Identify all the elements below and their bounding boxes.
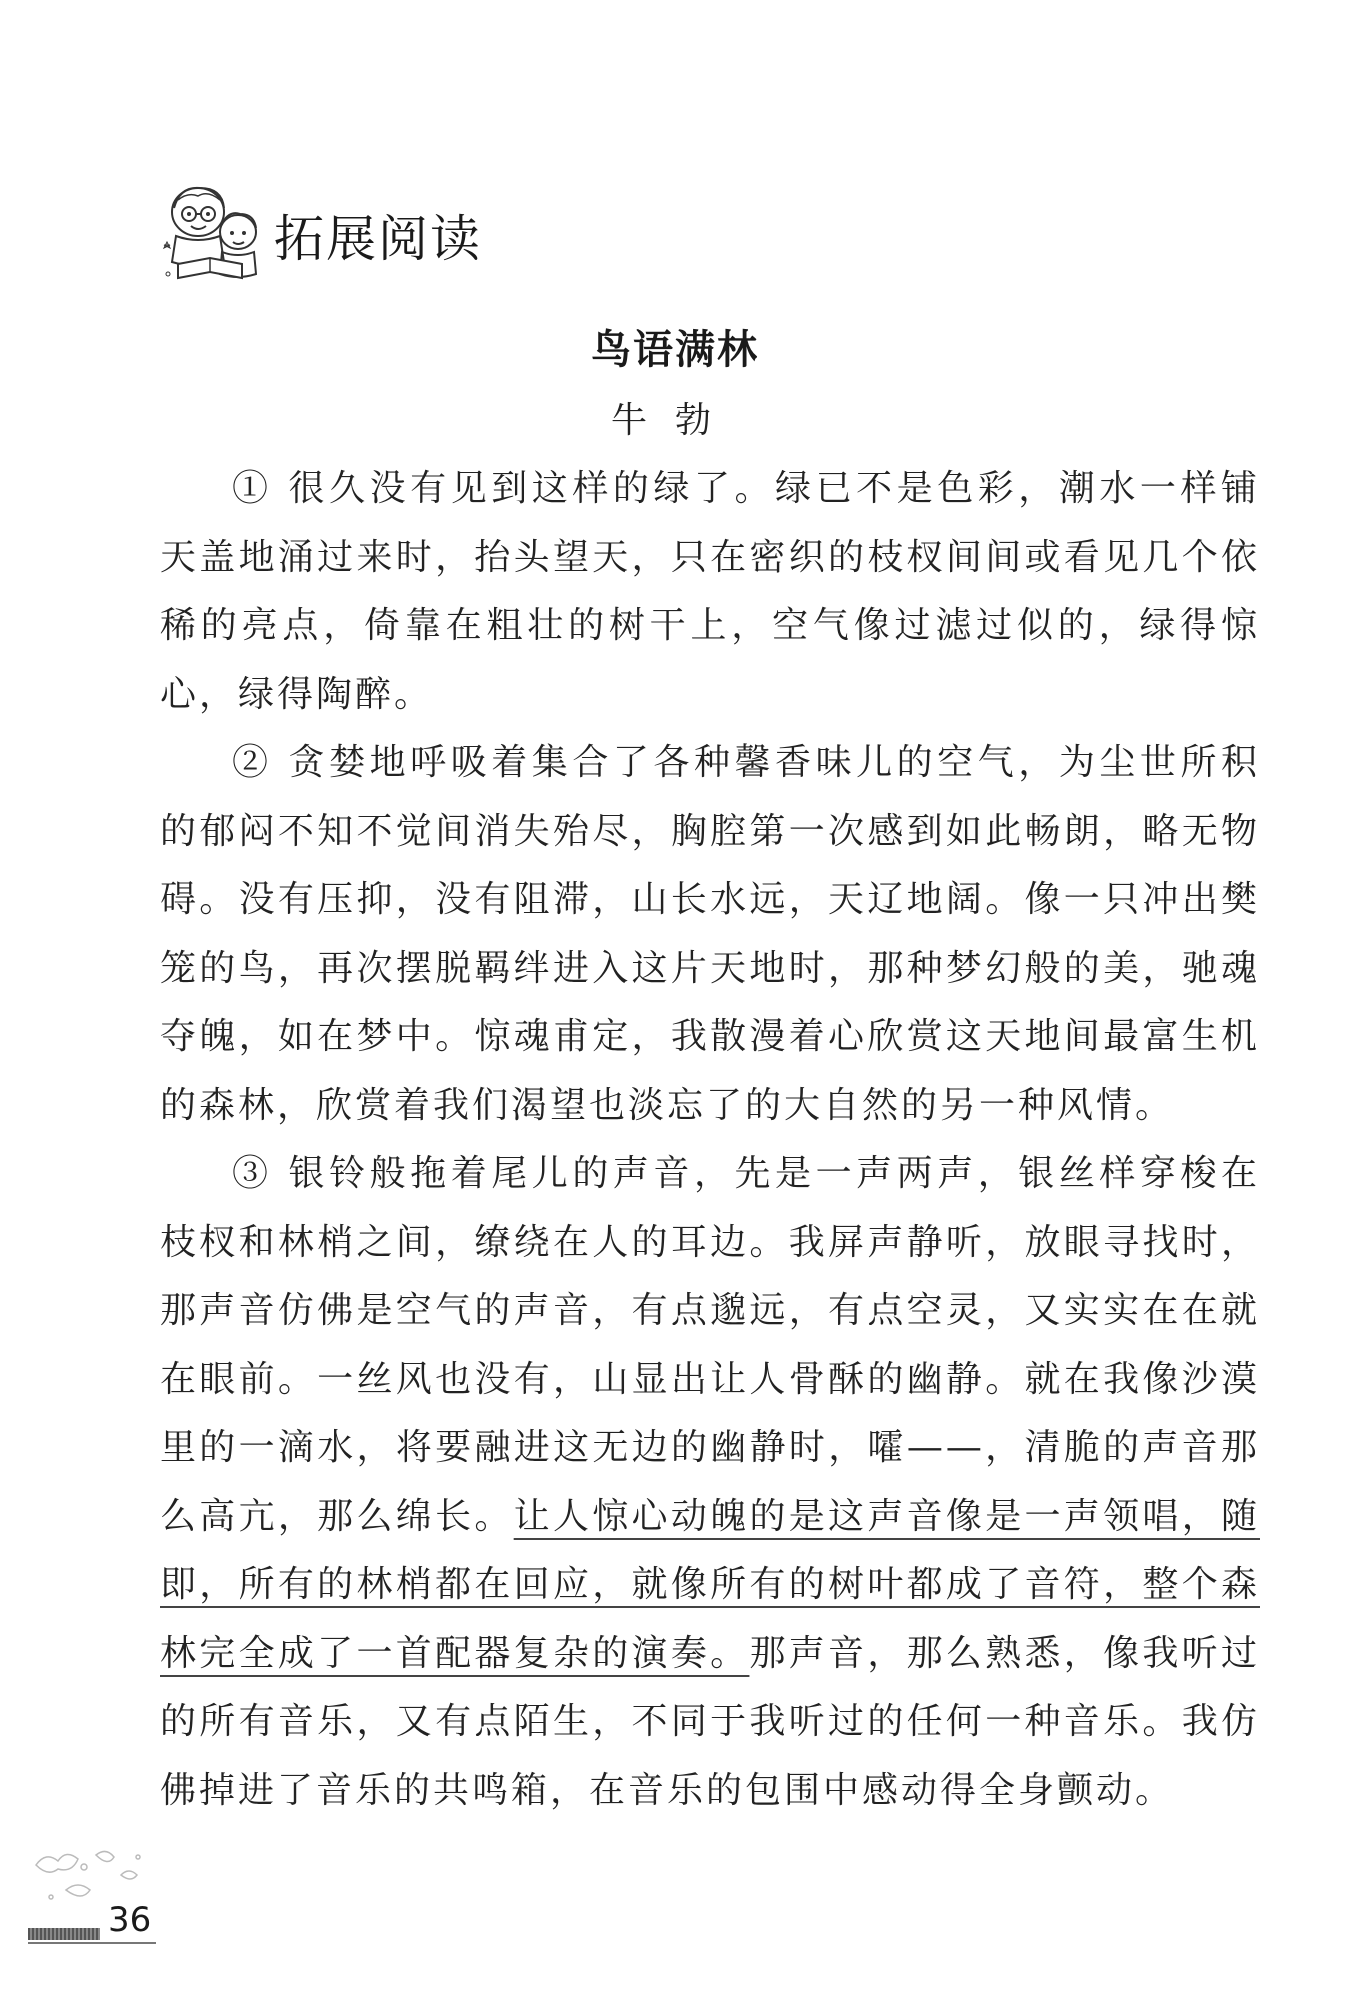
underlined-sentence: 让人惊心动魄的是这声音像是一声领唱，随即，所有的林梢都在回应，就像所有的树叶都成了音符，整个森林完全成了一首配器复杂的演奏。 (160, 1495, 1260, 1674)
reading-kids-icon (158, 178, 266, 286)
paragraph-3-after: 那声音，那么熟悉，像我听过的所有音乐，又有点陌生，不同于我听过的任何一种音乐。我仿佛掉进了音乐的共鸣箱，在音乐的包围中感动得全身颤动。 (160, 1632, 1260, 1811)
footer-rule (28, 1942, 156, 1944)
section-title: 拓展阅读 (274, 210, 482, 268)
article-author: 牛勃 (610, 400, 739, 441)
paragraph-3 (160, 1140, 1260, 1825)
paragraph-2: ② 贪婪地呼吸着集合了各种馨香味儿的空气，为尘世所积的郁闷不知不觉间消失殆尽，胸腔第一次感到如此畅朗，略无物碍。没有压抑，没有阻滞，山长水远，天辽地阔。像一只冲出樊笼的鸟，再次摆脱羁绊进入这片天地时，那种梦幻般的美，驰魂夺魄，如在梦中。惊魂甫定，我散漫着心欣赏这天地间最富生机的森林，欣赏着我们渴望也淡忘了的大自然的另一种风情。 (160, 742, 1260, 1126)
article-title: 鸟语满林 (591, 327, 759, 373)
article-body (160, 455, 1260, 1825)
section-header (158, 178, 482, 286)
page-number: 36 (108, 1900, 152, 1940)
paragraph-1: ① 很久没有见到这样的绿了。绿已不是色彩，潮水一样铺天盖地涌过来时，抬头望天，只在密织的枝杈间间或看见几个依稀的亮点，倚靠在粗壮的树干上，空气像过滤过似的，绿得惊心，绿得陶醉。 (160, 468, 1260, 715)
footer-bar (28, 1928, 100, 1940)
paragraph-3-before: ③ 银铃般拖着尾儿的声音，先是一声两声，银丝样穿梭在枝杈和林梢之间，缭绕在人的耳边。我屏声静听，放眼寻找时，那声音仿佛是空气的声音，有点邈远，有点空灵，又实实在在就在眼前。一丝风也没有，山显出让人骨酥的幽静。就在我像沙漠里的一滴水，将要融进这无边的幽静时，嚯——，清脆的声音那么高亢，那么绵长。 (160, 1153, 1260, 1537)
